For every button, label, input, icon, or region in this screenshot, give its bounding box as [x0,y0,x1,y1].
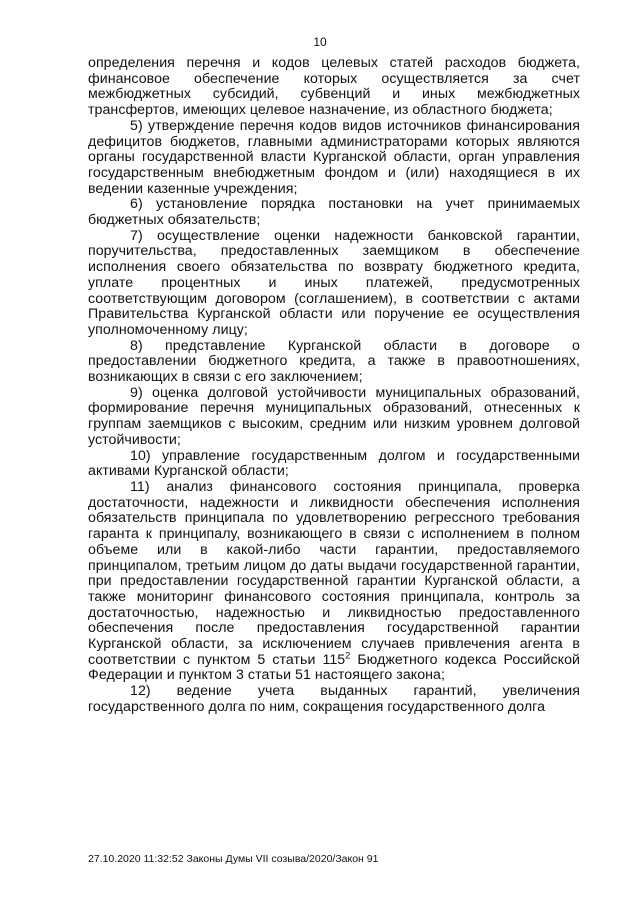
paragraph-item-11-text-end: Бюджетного кодекса Российской Федерации и пунктом 3 статьи 51 настоящего закона; [88,651,580,684]
paragraph-item-5: 5) утверждение перечня кодов видов источников финансирования дефицитов бюджетов, главными администраторами которых являются органы государственной власти Курганской области, орган управления государственным внебюджетным фондом и (или) находящиеся в их ведении казенные учреждения; [88,117,580,197]
paragraph-item-10: 10) управление государственным долгом и государственными активами Курганской области; [88,447,580,480]
superscript: 2 [345,649,351,660]
paragraph-item-6: 6) установление порядка постановки на учет принимаемых бюджетных обязательств; [88,196,580,229]
page-number: 10 [313,35,327,49]
paragraph-item-7: 7) осуществление оценки надежности банковской гарантии, поручительства, предоставленных заемщиком в обеспечение исполнения своего обязательства по возврату бюджетного кредита, уплате процентных и иных платежей, предусмотренных соответствующим договором (соглашением), в соответствии с актами Правительства Курганской области или поручение ее осуществления уполномоченному лицу; [88,227,580,338]
paragraph-item-11-text: 11) анализ финансового состояния принципала, проверка достаточности, надежности и ликвидности обеспечения исполнения обязательств принципала по удовлетворению регрессного требования гаранта к принципалу, возникающего в связи с исполнением в полном объеме или в какой-либо части гарантии, предоставляемого принципалом, третьим лицом до даты выдачи государственной гарантии, при предоставлении государственной гарантии Курганской области, а также мониторинг финансового состояния принципала, контроль за достаточностью, надежностью и ликвидностью предоставленного обеспечения после предоставления государственной гарантии Курганской области, за исключением случаев привлечения агента в соответствии с пунктом 5 статьи 115 [88,478,580,668]
paragraph-item-11 [88,480,580,684]
document-body [88,56,580,716]
paragraph-continuation: определения перечня и кодов целевых статей расходов бюджета, финансовое обеспечение которых осуществляется за счет межбюджетных субсидий, субвенций и иных межбюджетных трансфертов, имеющих целевое назначение, из областного бюджета; [88,55,580,119]
paragraph-item-9: 9) оценка долговой устойчивости муниципальных образований, формирование перечня муниципальных образований, отнесенных к группам заемщиков с высоким, средним или низким уровнем долговой устойчивости; [88,384,580,448]
footer-stamp: 27.10.2020 11:32:52 Законы Думы VII созыва/2020/Закон 91 [88,853,379,865]
paragraph-item-8: 8) представление Курганской области в договоре о предоставлении бюджетного кредита, а также в правоотношениях, возникающих в связи с его заключением; [88,337,580,386]
paragraph-item-12: 12) ведение учета выданных гарантий, увеличения государственного долга по ним, сокращения государственного долга [88,683,580,715]
